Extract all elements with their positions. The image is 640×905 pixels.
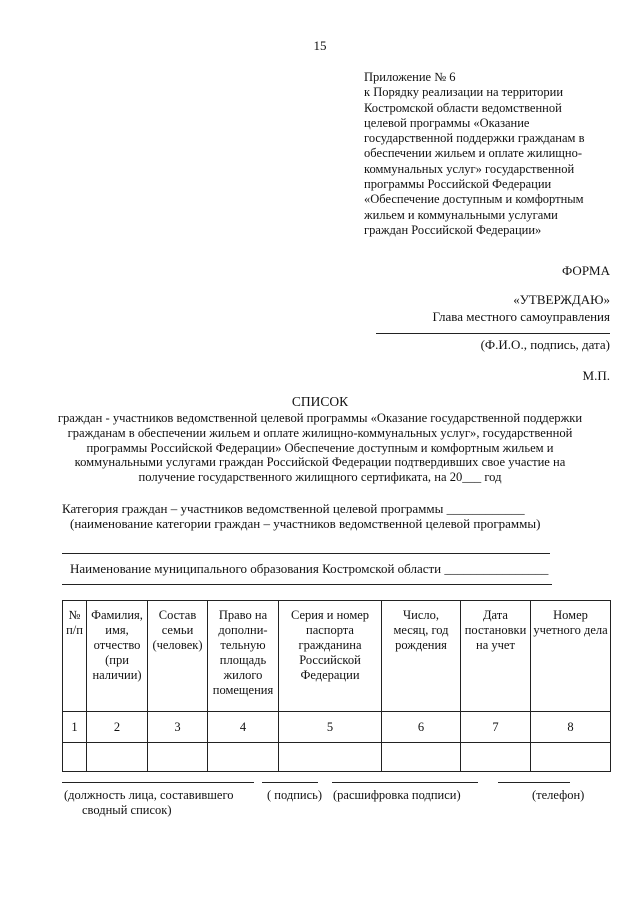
approval-title: «УТВЕРЖДАЮ» <box>513 292 610 307</box>
table-cell <box>531 743 611 772</box>
table-cell <box>208 743 279 772</box>
citizens-table <box>62 600 611 772</box>
table-cell <box>63 743 87 772</box>
column-number-cell: 2 <box>87 712 148 743</box>
appendix-line: целевой программы «Оказание <box>364 115 530 130</box>
municipality-label: Наименование муниципального образования Костромской области ________________ <box>70 561 549 576</box>
appendix-line: к Порядку реализации на территории <box>364 85 564 100</box>
position-signature-line <box>62 782 254 783</box>
appendix-line: жильем и коммунальными услугами <box>364 207 558 222</box>
appendix-line: программы Российской Федерации <box>364 177 552 192</box>
decode-signature-line <box>332 782 478 783</box>
column-header-registration-date: Дата постановки на учет <box>461 601 531 712</box>
column-number-cell: 7 <box>461 712 531 743</box>
list-subtitle-line: гражданам в обеспечении жильем и оплате жилищно-коммунальных услуг», государственной <box>67 425 573 440</box>
category-caption: (наименование категории граждан – участников ведомственной целевой программы) <box>70 516 541 531</box>
appendix-line: коммунальных услуг» государственной <box>364 161 575 176</box>
appendix-block <box>364 70 614 238</box>
table-cell <box>148 743 208 772</box>
position-caption: (должность лица, составившего <box>64 788 234 802</box>
column-header-extra-area-right: Право на дополни- тельную площадь жилого помещения <box>208 601 279 712</box>
category-label: Категория граждан – участников ведомственной целевой программы ____________ <box>62 501 525 516</box>
page-number: 15 <box>313 38 327 53</box>
column-number-cell: 4 <box>208 712 279 743</box>
appendix-line: государственной поддержки гражданам в <box>364 131 585 146</box>
approval-signature-caption: (Ф.И.О., подпись, дата) <box>480 337 610 352</box>
phone-caption: (телефон) <box>532 788 585 802</box>
appendix-line: «Обеспечение доступным и комфортным <box>364 192 584 207</box>
table-header-row <box>63 601 611 712</box>
form-label: ФОРМА <box>562 263 610 278</box>
column-number-cell: 6 <box>382 712 461 743</box>
table-row <box>63 712 611 743</box>
separator-line <box>62 584 552 585</box>
column-number-cell: 3 <box>148 712 208 743</box>
sign-caption: ( подпись) <box>267 788 323 802</box>
column-header-birth-date: Число, месяц, год рождения <box>382 601 461 712</box>
phone-signature-line <box>498 782 570 783</box>
table-cell <box>382 743 461 772</box>
table-cell <box>279 743 382 772</box>
column-number-cell: 5 <box>279 712 382 743</box>
column-header-passport: Серия и номер паспорта гражданина Российской Федерации <box>279 601 382 712</box>
column-header-record-number: Номер учетного дела <box>531 601 611 712</box>
column-header-number: № п/п <box>63 601 87 712</box>
stamp-label: М.П. <box>582 368 610 383</box>
list-subtitle-line: получение государственного жилищного сертификата, на 20___ год <box>138 470 502 485</box>
column-header-full-name: Фамилия, имя, отчество (при наличии) <box>87 601 148 712</box>
list-subtitle-line: программы Российской Федерации» Обеспечение доступным и комфортным жильем и <box>86 440 554 455</box>
table-cell <box>87 743 148 772</box>
column-header-family-size: Состав семьи (человек) <box>148 601 208 712</box>
approval-position: Глава местного самоуправления <box>432 309 610 324</box>
separator-line <box>62 553 550 554</box>
sign-signature-line <box>262 782 318 783</box>
list-subtitle-line: граждан - участников ведомственной целевой программы «Оказание государственной поддержки <box>57 411 583 425</box>
list-title: СПИСОК <box>291 394 349 409</box>
table-cell <box>461 743 531 772</box>
appendix-line: Костромской области ведомственной <box>364 100 562 115</box>
list-subtitle <box>40 411 600 485</box>
decode-caption: (расшифровка подписи) <box>333 788 461 802</box>
table-row <box>63 743 611 772</box>
list-subtitle-line: коммунальными услугами граждан Российской Федерации подтвердивших свое участие на <box>74 455 566 470</box>
position-caption-continued: сводный список) <box>82 803 172 817</box>
approval-signature-line <box>376 333 610 334</box>
appendix-line: Приложение № 6 <box>364 70 456 84</box>
column-number-cell: 1 <box>63 712 87 743</box>
appendix-line: граждан Российской Федерации» <box>364 222 542 237</box>
column-number-cell: 8 <box>531 712 611 743</box>
appendix-line: обеспечении жильем и оплате жилищно- <box>364 146 582 161</box>
